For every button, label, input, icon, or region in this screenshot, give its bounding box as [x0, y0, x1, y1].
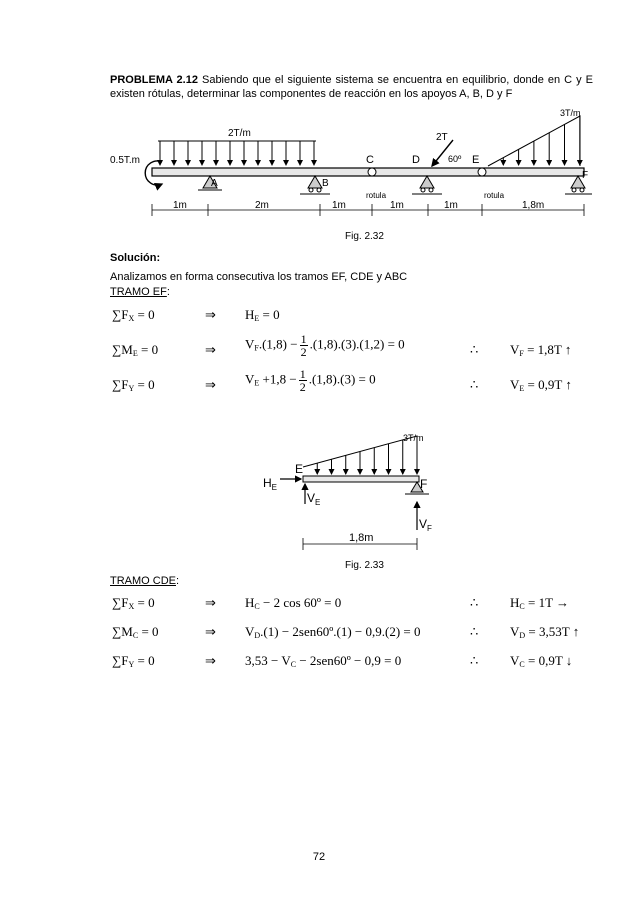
point-load-label: 2T: [436, 132, 448, 143]
fig1-caption: Fig. 2.32: [345, 231, 384, 242]
ef-eq2-result: $V_F = 1,8T$ ↑: [510, 342, 572, 358]
he-label: $H_E$: [263, 476, 278, 492]
cde-eq2-result: $V_D = 3,53T$ ↑: [510, 624, 580, 640]
ef-eq2: $\sum M_E = 0$: [112, 342, 159, 358]
triangular-load-arrows: [503, 116, 580, 165]
cde-eq1-therefore: ∴: [470, 595, 479, 610]
ef-eq3-rhs: $V_E +1,8$ − $\frac{1}{2}$ .(1,8).(3) = 0: [245, 367, 376, 394]
triangular-load-label: 3T/m: [560, 108, 581, 118]
ef-eq2-implies: ⇒: [205, 342, 216, 357]
solution-intro: Analizamos en forma consecutiva los tramos EF, CDE y ABC: [110, 271, 408, 283]
node-d-label: D: [412, 154, 420, 166]
cde-eq3-result: $V_C = 0,9T$ ↓: [510, 653, 573, 669]
dim-2: 2m: [255, 200, 269, 211]
segment-ef-figure: [255, 432, 445, 557]
dim-4: 1m: [390, 200, 404, 211]
fig2-caption: Fig. 2.33: [345, 560, 384, 571]
node-f-label: F: [582, 170, 589, 181]
ef-eq1-implies: ⇒: [205, 307, 216, 322]
solution-heading: Solución:: [110, 252, 161, 264]
dim-6: 1,8m: [522, 200, 545, 211]
ef-eq3-implies: ⇒: [205, 377, 216, 392]
ve-label: $V_E$: [307, 491, 321, 507]
ef-eq2-rhs: $V_F.(1,8)$ − $\frac{1}{2}$ .(1,8).(3).(1,2) = 0: [245, 332, 405, 359]
dim-3: 1m: [332, 200, 346, 211]
vf-label: $V_F$: [419, 517, 432, 533]
node-c-label: C: [366, 154, 374, 166]
cde-eq2-therefore: ∴: [470, 624, 479, 639]
page-number: 72: [312, 851, 326, 863]
distributed-load-label: 2T/m: [228, 128, 251, 139]
tramo-ef-heading: TRAMO EF:: [110, 286, 170, 298]
support-a: [198, 176, 222, 190]
hinge-e: [478, 168, 486, 176]
ef-dim-label: 1,8m: [349, 532, 374, 544]
dim-1: 1m: [173, 200, 187, 211]
ef-eq1-rhs: $H_E = 0$: [245, 307, 280, 323]
ef-eq2-therefore: ∴: [470, 342, 479, 357]
node-b-label: B: [322, 178, 329, 189]
cde-eq2-implies: ⇒: [205, 624, 216, 639]
ef-eq3-therefore: ∴: [470, 377, 479, 392]
angle-label: 60º: [448, 154, 462, 164]
node-e-label: E: [472, 154, 480, 166]
cde-eq2-rhs: $V_D.(1)$ − 2sen60º.(1) − 0,9.(2) = 0: [245, 624, 421, 640]
ef-eq1: $\sum F_X = 0$: [112, 307, 155, 323]
hinge-c-label: rotula: [366, 191, 387, 200]
cde-eq1: $\sum F_X = 0$: [112, 595, 155, 611]
hinge-c: [368, 168, 376, 176]
cde-eq1-rhs: $H_C - 2$ cos 60º = 0: [245, 595, 342, 611]
cde-eq3-therefore: ∴: [470, 653, 479, 668]
problem-statement: [110, 73, 593, 101]
distributed-load-arrows: [160, 141, 314, 165]
cde-eq1-implies: ⇒: [205, 595, 216, 610]
ef-beam: [303, 476, 419, 482]
ef-node-e: E: [295, 462, 304, 476]
cde-eq3-implies: ⇒: [205, 653, 216, 668]
support-d: [412, 176, 442, 194]
dim-5: 1m: [444, 200, 458, 211]
beam-system-figure: [110, 108, 600, 228]
node-a-label: A: [211, 178, 218, 189]
ef-node-f: F: [420, 477, 428, 491]
cde-eq2: $\sum M_C = 0$: [112, 624, 159, 640]
ef-load-label: 3T/m: [403, 433, 424, 443]
problem-text: Sabiendo que el siguiente sistema se encuentra en equilibrio, donde en C y E existen rótulas, determinar las componentes de reacción en los apoyos A, B, D y F: [110, 74, 593, 100]
moment-label: 0.5T.m: [110, 155, 141, 166]
cde-eq3-rhs: $3,53 - V_C$ − 2sen60º − 0,9 = 0: [245, 653, 402, 669]
problem-label: PROBLEMA 2.12: [110, 74, 198, 86]
cde-eq1-result: $H_C = 1T$ →: [510, 595, 570, 611]
hinge-e-label: rotula: [484, 191, 505, 200]
cde-eq3: $\sum F_Y = 0$: [112, 653, 155, 669]
ef-eq3: $\sum F_Y = 0$: [112, 377, 155, 393]
tramo-cde-heading: TRAMO CDE:: [110, 575, 180, 587]
ef-eq3-result: $V_E = 0,9T$ ↑: [510, 377, 572, 393]
